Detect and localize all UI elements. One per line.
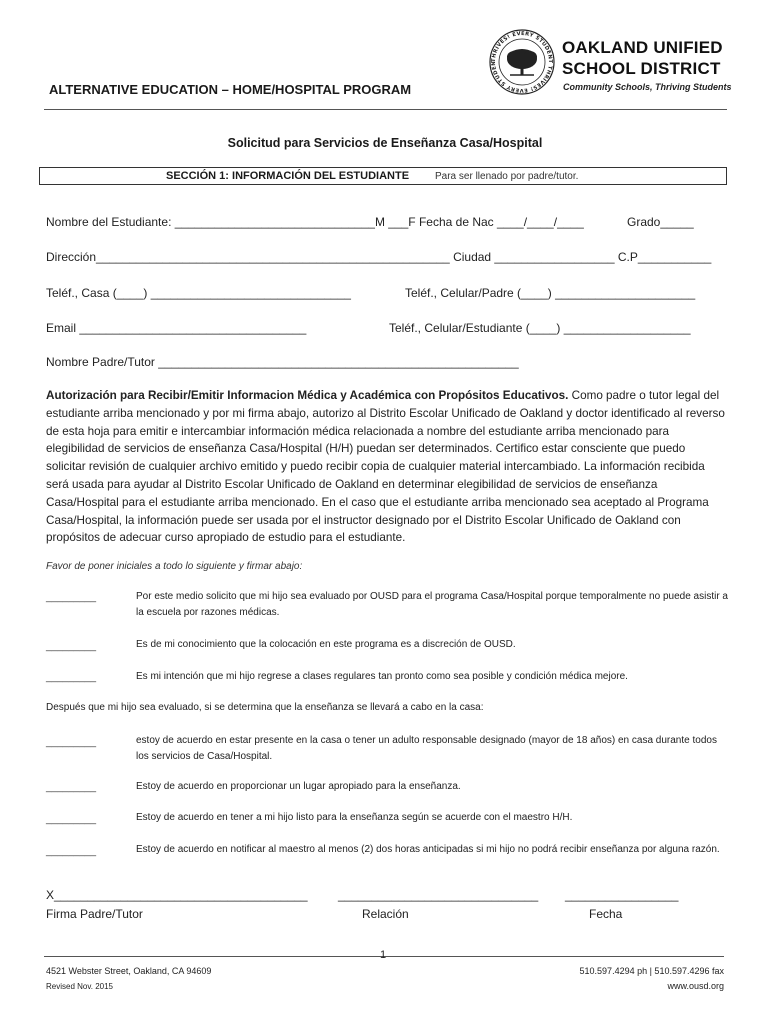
seal-text: THRIVES! EVERY STUDENT THRIVES! EVERY STUDEN [490, 30, 554, 94]
initial-blank[interactable]: _________ [46, 641, 97, 652]
initials-instruction: Favor de poner iniciales a todo lo siguiente y firmar abajo: [46, 561, 303, 572]
parent-cell-field[interactable]: Teléf., Celular/Padre (____) _____________________ [405, 286, 696, 300]
initial-blank[interactable]: _________ [46, 814, 97, 825]
authorization-heading: Autorización para Recibir/Emitir Informacion Médica y Académica con Propósitos Educativos. [46, 389, 569, 402]
agreement-item: Estoy de acuerdo en notificar al maestro al menos (2) dos horas anticipadas si mi hijo no podrá recibir enseñanza por alguna razón. [136, 844, 720, 855]
initial-blank[interactable]: _________ [46, 737, 97, 748]
home-phone-field[interactable]: Teléf., Casa (____) ______________________________ [46, 286, 351, 300]
agreement-item: Estoy de acuerdo en proporcionar un lugar apropiado para la enseñanza. [136, 781, 461, 792]
footer-phones: 510.597.4294 ph | 510.597.4296 fax [579, 966, 724, 976]
section-note: Para ser llenado por padre/tutor. [435, 171, 579, 182]
email-field[interactable]: Email __________________________________ [46, 321, 307, 335]
student-name-field[interactable]: Nombre del Estudiante: ______________________________M ___F Fecha de Nac ____/____/____ [46, 215, 584, 229]
consent-item: Por este medio solicito que mi hijo sea evaluado por OUSD para el programa Casa/Hospital porque temporalmente no puede asistir a la escuela por razones médicas. [136, 591, 728, 618]
agreement-item: estoy de acuerdo en estar presente en la casa o tener un adulto responsable designado (mayor de 18 años) en casa durante todos los servicios de Casa/Hospital. [136, 735, 717, 762]
initial-blank[interactable]: _________ [46, 672, 97, 683]
org-tagline: Community Schools, Thriving Students [563, 82, 732, 92]
header-divider [44, 109, 727, 110]
signature-line[interactable]: X______________________________________ [46, 888, 308, 902]
authorization-body: Como padre o tutor legal del estudiante arriba mencionado y por mi firma abajo, autorizo al Distrito Escolar Unificado de Oakland y doctor identificado al reverso de esta hoja para emitir e intercambiar información médica relacionada a nombre del estudiante arriba mencionado para elegibilidad de servicios de enseñanza Casa/Hospital (H/H) puedan ser determinados. Certifico estar consciente que puedo solicitar revisión de cualquier archivo emitido y puedo recibir copia de cualquier material intercambiado. La información recibida será usada para ayudar al Distrito Escolar Unificado de Oakland en determinar elegibilidad de servicios de enseñanza Casa/Hospital para el estudiante arriba mencionado. En el caso que el estudiante arriba mencionado sea aceptado al Programa Casa/Hospital, la información puede ser usada por el instructor designado por el Distrito Escolar Unificado de Oakland con propósitos de adecuar curso apropiado de estudio para el estudiante. [46, 389, 725, 545]
relationship-line[interactable]: ______________________________ [338, 888, 539, 902]
agreement-item: Estoy de acuerdo en tener a mi hijo listo para la enseñanza según se acuerde con el maestro H/H. [136, 812, 573, 823]
date-line[interactable]: _________________ [565, 888, 679, 902]
district-logo [488, 28, 732, 106]
org-name-line2: SCHOOL DISTRICT [562, 59, 721, 78]
after-evaluation-text: Después que mi hijo sea evaluado, si se determina que la enseñanza se llevará a cabo en la casa: [46, 702, 484, 713]
program-title: ALTERNATIVE EDUCATION – HOME/HOSPITAL PROGRAM [49, 82, 412, 97]
student-cell-field[interactable]: Teléf., Celular/Estudiante (____) ___________________ [389, 321, 691, 335]
relationship-label: Relación [362, 907, 409, 921]
grade-field[interactable]: Grado_____ [627, 215, 694, 229]
footer-revised: Revised Nov. 2015 [46, 982, 113, 991]
authorization-paragraph [46, 387, 728, 547]
footer-address: 4521 Webster Street, Oakland, CA 94609 [46, 966, 212, 976]
org-name-line1: OAKLAND UNIFIED [562, 38, 723, 57]
tree-seal-icon [488, 28, 556, 96]
org-name [562, 37, 723, 79]
signature-label: Firma Padre/Tutor [46, 907, 143, 921]
page-number: 1 [380, 949, 387, 961]
parent-name-field[interactable]: Nombre Padre/Tutor ______________________________________________________ [46, 355, 519, 369]
form-title: Solicitud para Servicios de Enseñanza Casa/Hospital [227, 136, 543, 150]
address-field[interactable]: Dirección_____________________________________________________ Ciudad __________________ C.P___________ [46, 250, 712, 264]
initial-blank[interactable]: _________ [46, 846, 97, 857]
section-label: SECCIÓN 1: INFORMACIÓN DEL ESTUDIANTE [166, 170, 410, 182]
date-label: Fecha [589, 907, 623, 921]
initial-blank[interactable]: _________ [46, 782, 97, 793]
footer-website: www.ousd.org [667, 981, 724, 991]
consent-item: Es de mi conocimiento que la colocación en este programa es a discreción de OUSD. [136, 639, 516, 650]
consent-item: Es mi intención que mi hijo regrese a clases regulares tan pronto como sea posible y condición médica mejore. [136, 671, 628, 682]
initial-blank[interactable]: _________ [46, 592, 97, 603]
